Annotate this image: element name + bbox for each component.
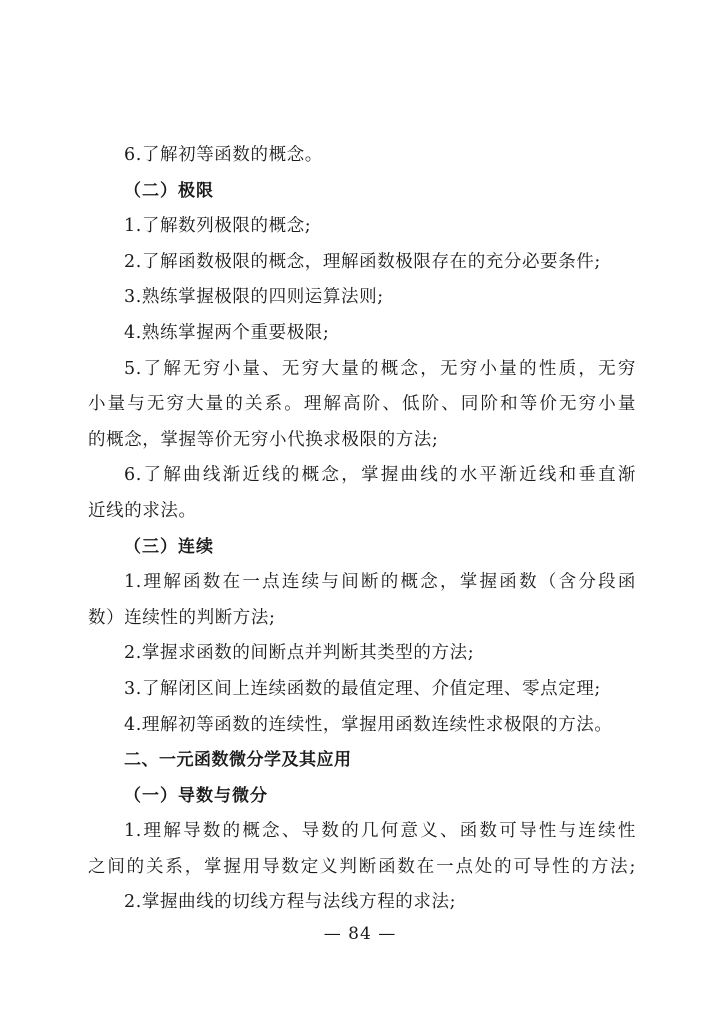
list-item: 3.了解闭区间上连续函数的最值定理、介值定理、零点定理;: [124, 678, 601, 699]
subsection-heading-continuity: （三）连续: [124, 536, 214, 557]
list-item: 1.理解导数的概念、导数的几何意义、函数可导性与连续性: [124, 821, 636, 842]
subsection-heading-limits: （二）极限: [124, 180, 214, 201]
list-item: 6.了解曲线渐近线的概念，掌握曲线的水平渐近线和垂直渐: [124, 465, 636, 486]
list-item: 5.了解无穷小量、无穷大量的概念，无穷小量的性质，无穷: [124, 358, 636, 379]
list-item-continuation: 小量与无穷大量的关系。理解高阶、低阶、同阶和等价无穷小量: [88, 394, 636, 415]
subsection-heading-derivatives: （一）导数与微分: [124, 785, 268, 806]
list-item: 4.理解初等函数的连续性，掌握用函数连续性求极限的方法。: [124, 714, 613, 735]
list-item: 6.了解初等函数的概念。: [124, 145, 323, 165]
list-item-continuation: 的概念，掌握等价无穷小代换求极限的方法;: [88, 429, 439, 450]
list-item: 2.了解函数极限的概念，理解函数极限存在的充分必要条件;: [124, 251, 601, 272]
list-item: 2.掌握曲线的切线方程与法线方程的求法;: [124, 892, 457, 913]
list-item-continuation: 数）连续性的判断方法;: [88, 607, 276, 628]
list-item: 4.熟练掌握两个重要极限;: [124, 322, 330, 343]
section-heading: 二、一元函数微分学及其应用: [124, 750, 352, 771]
list-item: 1.理解函数在一点连续与间断的概念，掌握函数（含分段函: [124, 572, 636, 593]
list-item: 2.掌握求函数的间断点并判断其类型的方法;: [124, 643, 475, 664]
list-item-continuation: 近线的求法。: [88, 500, 197, 521]
list-item: 1.了解数列极限的概念;: [124, 216, 312, 237]
list-item-continuation: 之间的关系，掌握用导数定义判断函数在一点处的可导性的方法;: [88, 856, 636, 877]
page-content: [88, 138, 636, 921]
page-number: — 84 —: [323, 924, 397, 944]
list-item: 3.熟练掌握极限的四则运算法则;: [124, 287, 384, 308]
